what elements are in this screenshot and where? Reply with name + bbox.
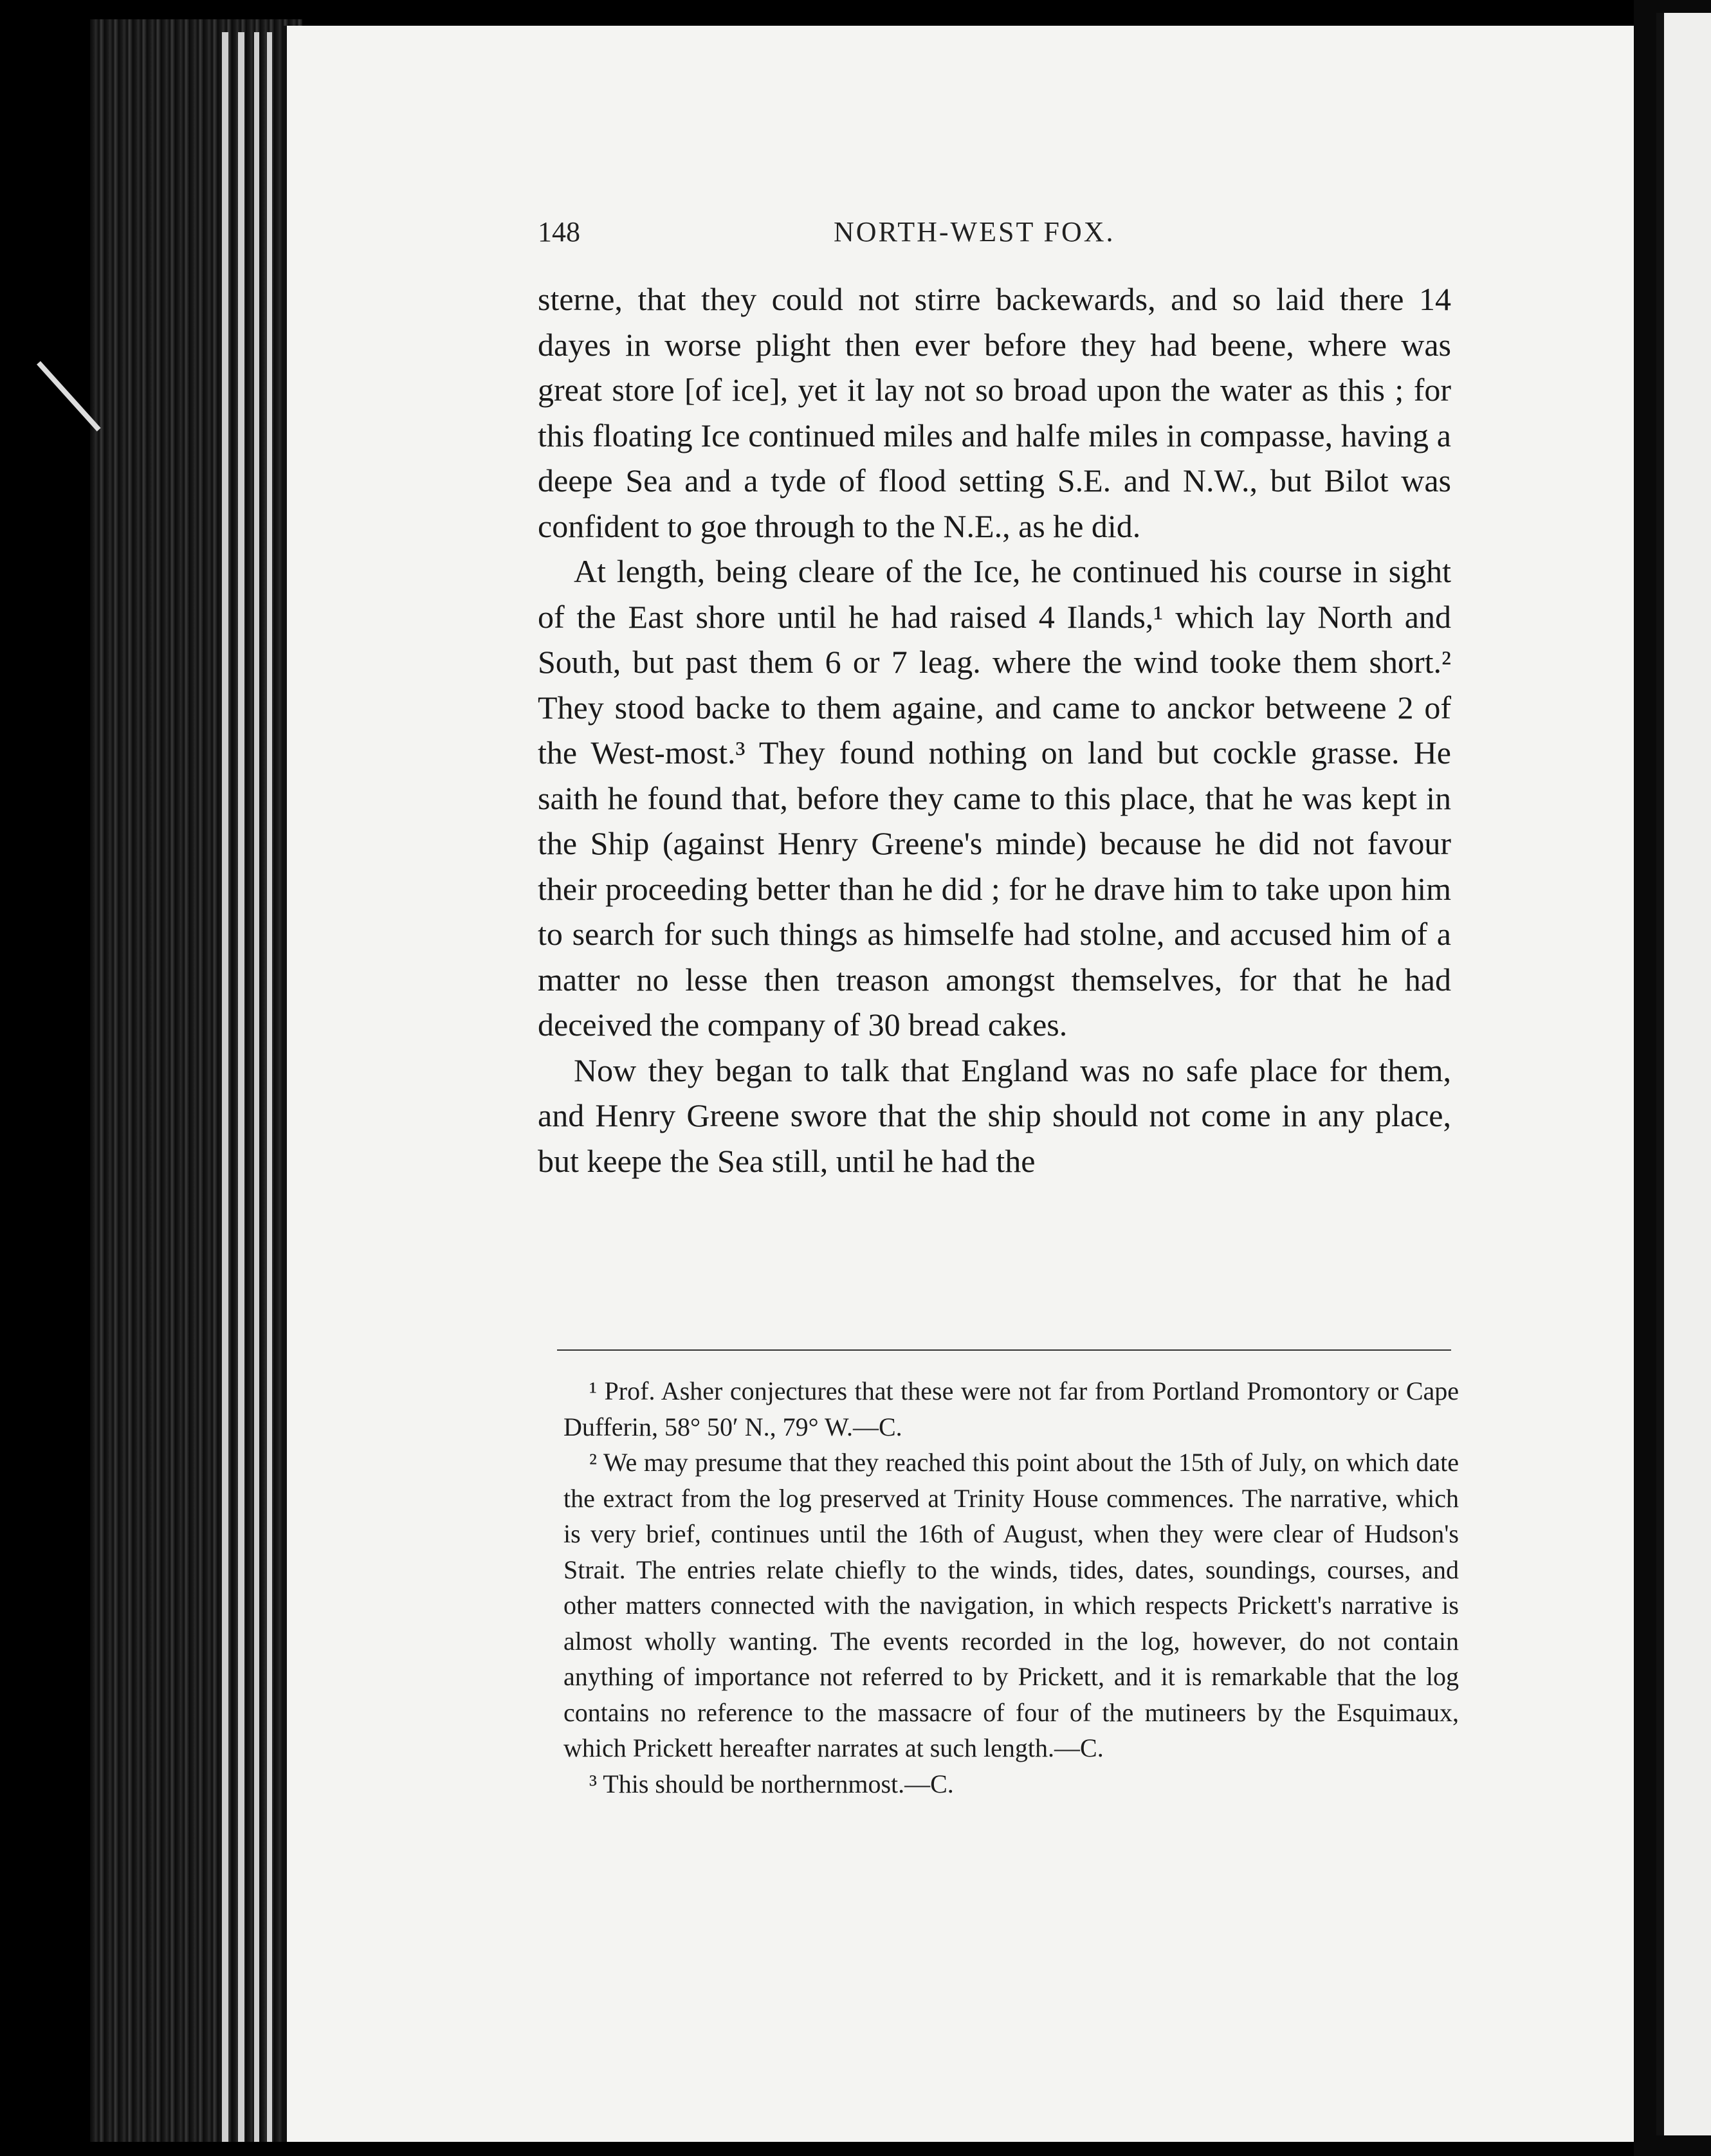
running-header xyxy=(538,215,1464,267)
page-edge-strip xyxy=(238,32,244,2142)
facing-page-edge xyxy=(1656,13,1711,2135)
running-title: NORTH-WEST FOX. xyxy=(834,216,1115,248)
paragraph-1: sterne, that they could not stirre backewards, and so laid there 14 dayes in worse plight then ever before they had beene, where was great store [of ice], yet it lay not so broad upon the water as this ; for this floating Ice continued miles and halfe miles in compasse, having a deepe Sea and a tyde of flood setting S.E. and N.W., but Bilot was confident to goe through to the N.E., as he did. xyxy=(538,281,1451,544)
page-edge-strip xyxy=(222,32,228,2142)
paragraph-3: Now they began to talk that England was no safe place for them, and Henry Greene swore that the ship should not come in any place, but keepe the Sea still, until he had the xyxy=(538,1052,1451,1179)
footnote-rule xyxy=(557,1349,1451,1351)
footnote-2: ² We may presume that they reached this point about the 15th of July, on which date the extract from the log preserved at Trinity House commences. The narrative, which is very brief, continues until the 16th of August, when they were clear of Hudson's Strait. The entries relate chiefly to the winds, tides, dates, soundings, courses, and other matters connected with the navigation, in which respects Prickett's narrative is almost wholly wanting. The events recorded in the log, however, do not contain anything of importance not referred to by Prickett, and it is remarkable that the log contains no reference to the massacre of four of the mutineers by the Esquimaux, which Prickett hereafter narrates at such length.—C. xyxy=(563,1448,1459,1762)
page-edge-strip xyxy=(267,32,272,2142)
footnote-3: ³ This should be northernmost.—C. xyxy=(589,1769,954,1798)
footnote-1: ¹ Prof. Asher conjectures that these were not far from Portland Promontory or Cape Dufferin, 58° 50′ N., 79° W.—C. xyxy=(563,1376,1459,1441)
footnotes xyxy=(563,1373,1459,1802)
main-text xyxy=(538,277,1451,1183)
page-edge-strip xyxy=(254,32,259,2142)
page-number: 148 xyxy=(538,216,580,248)
paragraph-2: At length, being cleare of the Ice, he continued his course in sight of the East shore until he had raised 4 Ilands,¹ which lay North and South, but past them 6 or 7 leag. where the wind tooke them short.² They stood backe to them againe, and came to anckor betweene 2 of the West-most.³ They found nothing on land but cockle grasse. He saith he found that, before they came to this place, that he was kept in the Ship (against Henry Greene's minde) because he did not favour their proceeding better than he did ; for he drave him to take upon him to search for such things as himselfe had stolne, and accused him of a matter no lesse then treason amongst themselves, for that he had deceived the company of 30 bread cakes. xyxy=(538,553,1451,1043)
